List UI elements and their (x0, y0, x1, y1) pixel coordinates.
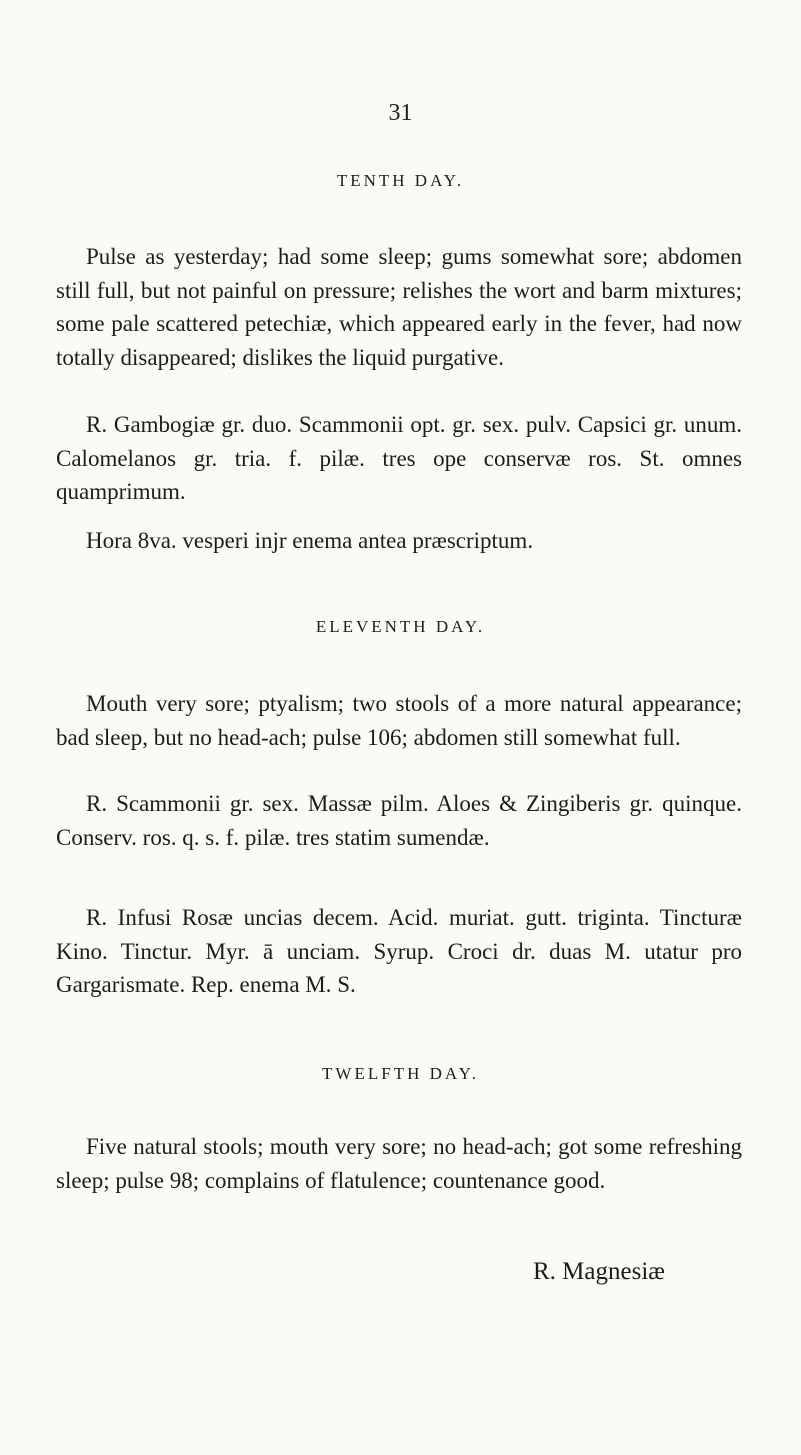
paragraph-tenth-day-enema: Hora 8va. vesperi injr enema antea præscriptum. (86, 528, 534, 553)
paragraph-tenth-day-prescription: R. Gambogiæ gr. duo. Scammonii opt. gr. sex. pulv. Capsici gr. unum. Calomelanos gr. tria. f. pilæ. tres ope conservæ ros. St. omnes quamprimum. (56, 412, 742, 505)
catchword: R. Magnesiæ (533, 1258, 665, 1285)
paragraph-eleventh-day-pills: R. Scammonii gr. sex. Massæ pilm. Aloes & Zingiberis gr. quinque. Conserv. ros. q. s. f. pilæ. tres statim sumendæ. (56, 791, 742, 850)
heading-tenth-day: TENTH DAY. (336, 171, 465, 190)
paragraph-eleventh-day-notes: Mouth very sore; ptyalism; two stools of a more natural appearance; bad sleep, but no head-ach; pulse 106; abdomen still somewhat full. (56, 691, 742, 750)
page-number: 31 (388, 100, 413, 126)
paragraph-twelfth-day-notes: Five natural stools; mouth very sore; no head-ach; got some refreshing sleep; pulse 98; complains of flatulence; countenance good. (56, 1134, 742, 1193)
paragraph-tenth-day-notes: Pulse as yesterday; had some sleep; gums somewhat sore; abdomen still full, but not painful on pressure; relishes the wort and barm mixtures; some pale scattered petechiæ, which appeared early in the fever, had now totally disappeared; dislikes the liquid purgative. (56, 244, 742, 370)
paragraph-eleventh-day-gargle: R. Infusi Rosæ uncias decem. Acid. muriat. gutt. triginta. Tincturæ Kino. Tinctur. Myr. ā unciam. Syrup. Croci dr. duas M. utatur pro Gargarismate. Rep. enema M. S. (56, 905, 742, 998)
heading-eleventh-day: ELEVENTH DAY. (315, 617, 486, 636)
heading-twelfth-day: TWELFTH DAY. (322, 1064, 479, 1083)
